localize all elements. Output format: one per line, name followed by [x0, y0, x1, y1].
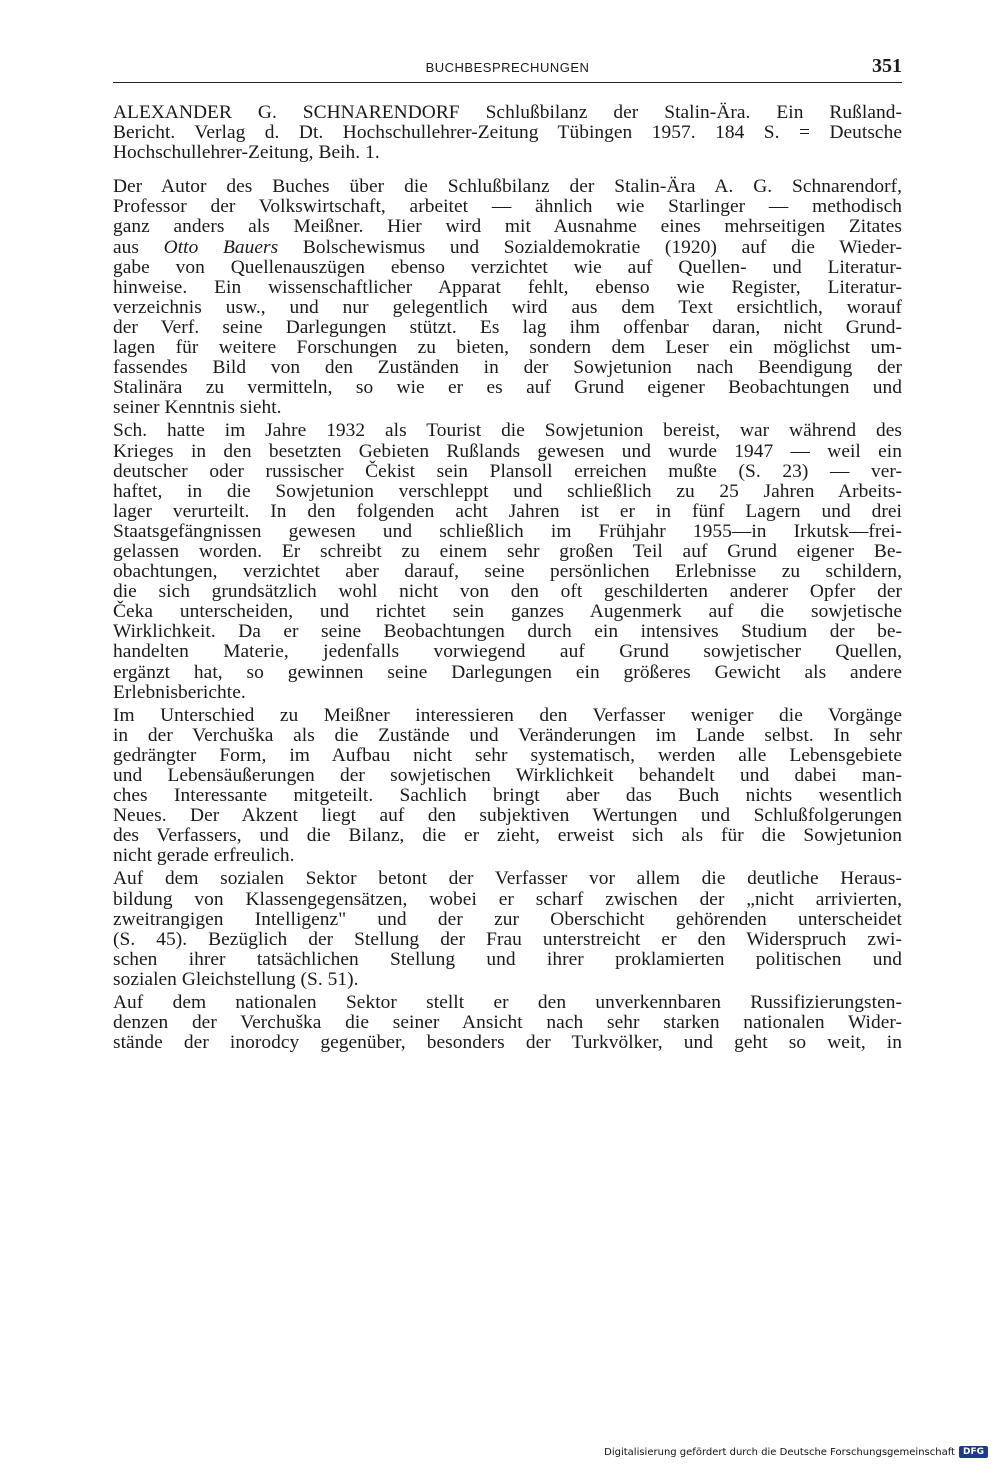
body-line: aus Otto Bauers Bolschewismus und Sozialdemokratie (1920) auf die Wieder-: [113, 236, 902, 258]
running-header: [113, 55, 902, 83]
body-line: Sch. hatte im Jahre 1932 als Tourist die Sowjetunion bereist, war während des: [113, 420, 902, 442]
citation-line: Bericht. Verlag d. Dt. Hochschullehrer-Zeitung Tübingen 1957. 184 S. = Deutsche: [113, 122, 902, 144]
body-line: der Verf. seine Darlegungen stützt. Es lag ihm offenbar daran, nicht Grund-: [113, 316, 902, 338]
body-line: Erlebnisberichte.: [113, 681, 246, 703]
citation-line: ALEXANDER G. SCHNARENDORF Schlußbilanz der Stalin-Ära. Ein Rußland-: [113, 102, 902, 123]
body-line: ergänzt hat, so gewinnen seine Darlegungen ein größeres Gewicht als andere: [113, 661, 902, 683]
body-line: Čeka unterscheiden, und richtet sein ganzes Augenmerk auf die sowjetische: [113, 601, 902, 623]
digitization-credit: [604, 1446, 988, 1458]
body-line: seiner Kenntnis sieht.: [113, 397, 282, 419]
body-line: hinweise. Ein wissenschaftlicher Apparat fehlt, ebenso wie Register, Literatur-: [113, 276, 902, 298]
body-line: Professor der Volkswirtschaft, arbeitet — ähnlich wie Starlinger — methodisch: [113, 196, 902, 218]
body-line: bildung von Klassengegensätzen, wobei er scharf zwischen der „nicht arrivierten,: [113, 888, 902, 910]
body-line: nicht gerade erfreulich.: [113, 845, 295, 867]
body-line: Im Unterschied zu Meißner interessieren den Verfasser weniger die Vorgänge: [113, 704, 902, 726]
body-line: deutscher oder russischer Čekist sein Plansoll erreichen mußte (S. 23) — ver-: [113, 460, 902, 482]
body-line: haftet, in die Sowjetunion verschleppt und schließlich zu 25 Jahren Arbeits-: [113, 480, 902, 502]
body-line: gelassen worden. Er schreibt zu einem sehr großen Teil auf Grund eigener Be-: [113, 540, 902, 562]
running-header-title: BUCHBESPRECHUNGEN: [425, 60, 590, 75]
body-line: Wirklichkeit. Da er seine Beobachtungen durch ein intensives Studium der be-: [113, 621, 902, 643]
body-line: schen ihrer tatsächlichen Stellung und ihrer proklamierten politischen und: [113, 948, 902, 970]
body-line: in der Verchuška als die Zustände und Veränderungen im Lande selbst. In sehr: [113, 724, 902, 746]
dfg-logo-icon: DFG: [959, 1446, 988, 1458]
body-line: ches Interessante mitgeteilt. Sachlich bringt aber das Buch nichts wesentlich: [113, 785, 902, 807]
body-line: fassendes Bild von den Zuständen in der Sowjetunion nach Beendigung der: [113, 357, 902, 379]
body-line: des Verfassers, und die Bilanz, die er zieht, erweist sich als für die Sowjetunion: [113, 825, 902, 847]
body-line: Auf dem sozialen Sektor betont der Verfasser vor allem die deutliche Heraus-: [113, 868, 902, 890]
citation-line: Hochschullehrer-Zeitung, Beih. 1.: [113, 142, 380, 164]
body-line: sozialen Gleichstellung (S. 51).: [113, 968, 359, 990]
body-line: ganz anders als Meißner. Hier wird mit Ausnahme eines mehrseitigen Zitates: [113, 216, 902, 238]
body-line: gedrängter Form, im Aufbau nicht sehr systematisch, werden alle Lebensgebiete: [113, 744, 902, 766]
credit-text: Digitalisierung gefördert durch die Deutsche Forschungsgemeinschaft: [604, 1446, 955, 1458]
body-line: und Lebensäußerungen der sowjetischen Wirklichkeit behandelt und dabei man-: [113, 765, 902, 786]
body-line: Der Autor des Buches über die Schlußbilanz der Stalin-Ära A. G. Schnarendorf,: [113, 176, 902, 198]
paragraph-gap: [113, 163, 902, 177]
body-line: zweitrangigen Intelligenz" und der zur Oberschicht gehörenden unterscheidet: [113, 908, 902, 930]
body-line: Neues. Der Akzent liegt auf den subjektiven Wertungen und Schlußfolgerungen: [113, 805, 902, 827]
body-line: denzen der Verchuška die seiner Ansicht nach sehr starken nationalen Wider-: [113, 1012, 902, 1034]
body-line: obachtungen, verzichtet aber darauf, seine persönlichen Erlebnisse zu schildern,: [113, 561, 902, 583]
article-body: [113, 103, 902, 1053]
body-line: (S. 45). Bezüglich der Stellung der Frau unterstreicht er den Widerspruch zwi-: [113, 928, 902, 950]
body-line: lager verurteilt. In den folgenden acht Jahren ist er in fünf Lagern und drei: [113, 500, 902, 522]
body-line: handelten Materie, jedenfalls vorwiegend auf Grund sowjetischer Quellen,: [113, 641, 902, 663]
body-line: Auf dem nationalen Sektor stellt er den unverkennbaren Russifizierungsten-: [113, 992, 902, 1014]
body-line: gabe von Quellenauszügen ebenso verzichtet wie auf Quellen- und Literatur-: [113, 256, 902, 278]
body-line: verzeichnis usw., und nur gelegentlich wird aus dem Text ersichtlich, worauf: [113, 296, 902, 318]
page-number: 351: [872, 55, 902, 77]
body-line: Staatsgefängnissen gewesen und schließlich im Frühjahr 1955—in Irkutsk—frei-: [113, 520, 902, 542]
body-line: Krieges in den besetzten Gebieten Rußlands gewesen und wurde 1947 — weil ein: [113, 440, 902, 462]
body-line: lagen für weitere Forschungen zu bieten, sondern dem Leser ein möglichst um-: [113, 337, 902, 359]
body-line: die sich grundsätzlich wohl nicht von den oft geschilderten anderer Opfer der: [113, 581, 902, 603]
body-line: Stalinära zu vermitteln, so wie er es auf Grund eigener Beobachtungen und: [113, 377, 902, 399]
body-line: stände der inorodcy gegenüber, besonders der Turkvölker, und geht so weit, in: [113, 1032, 902, 1054]
